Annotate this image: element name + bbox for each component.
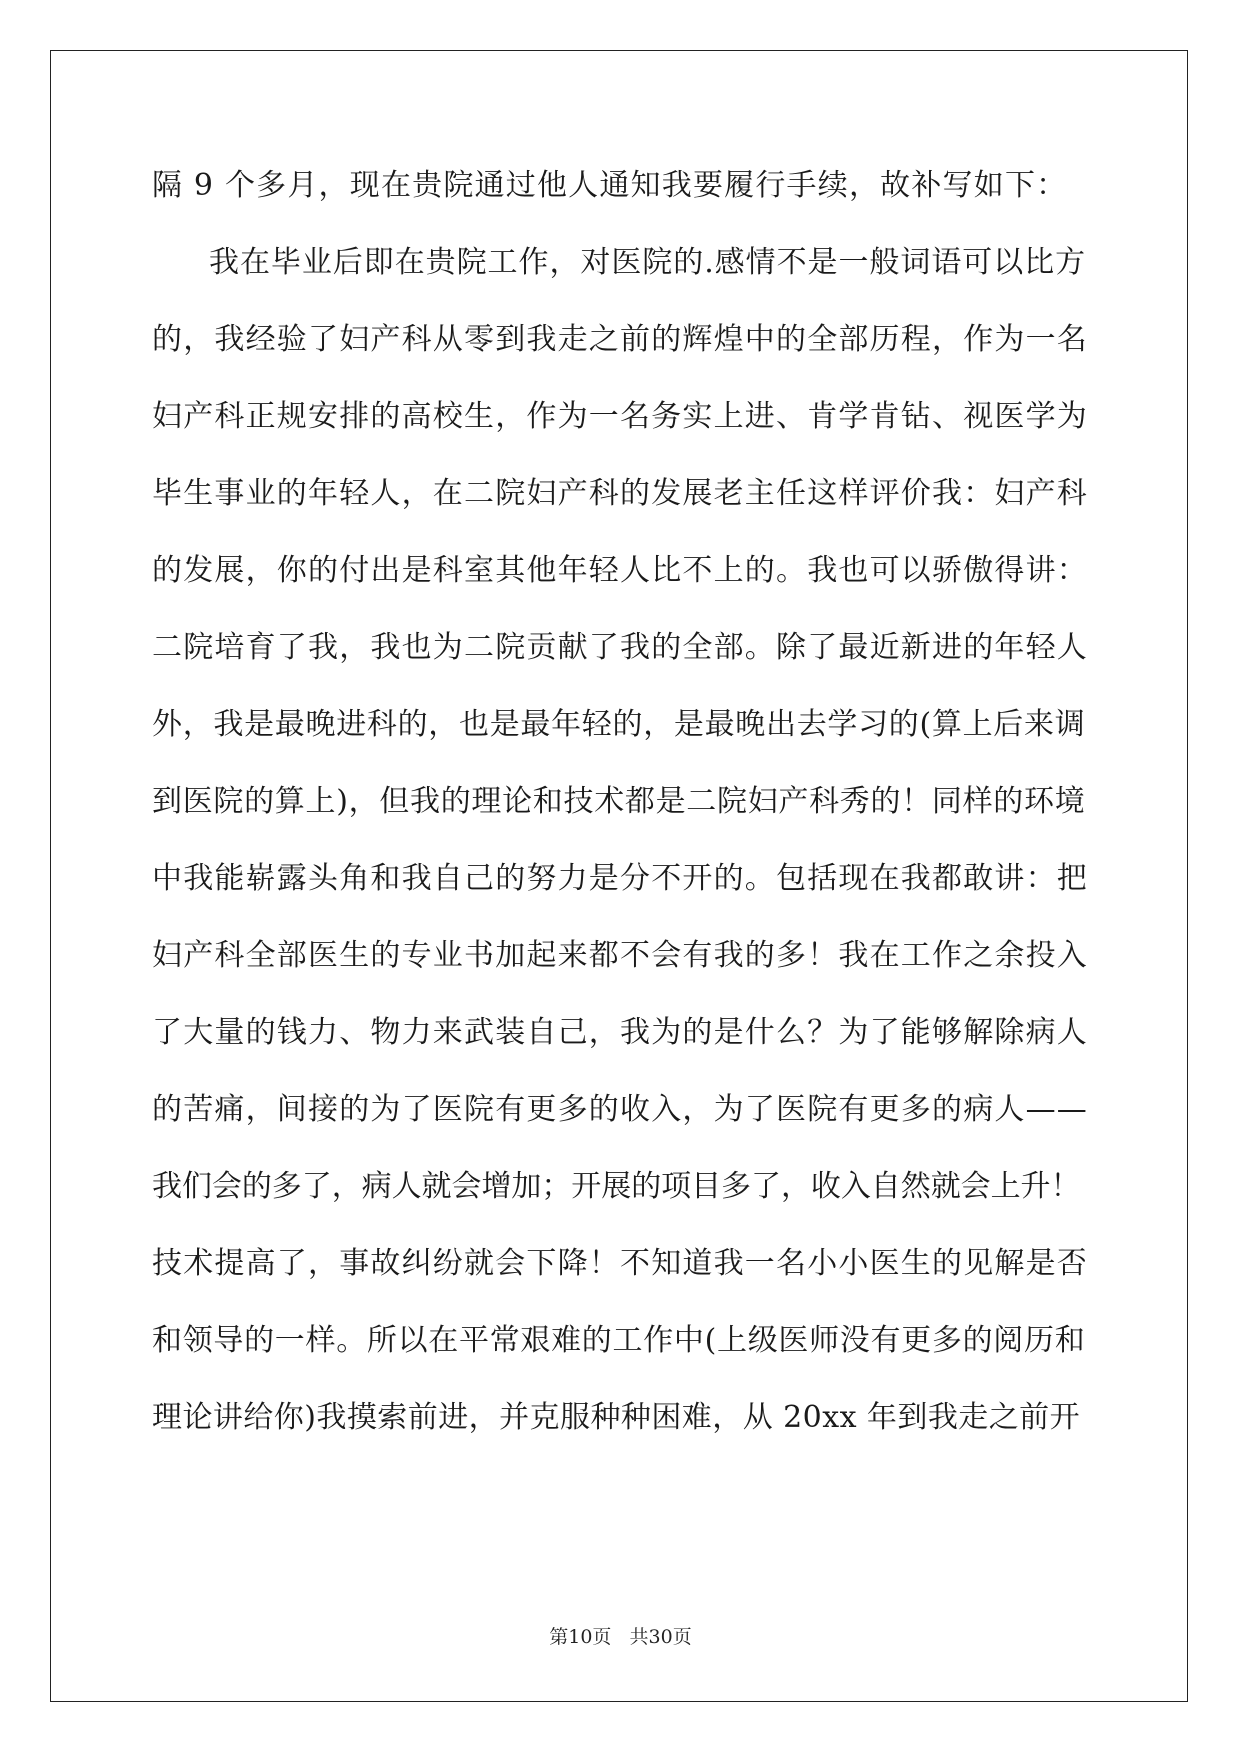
text-line-1: 隔 9 个多月，现在贵院通过他人通知我要履行手续，故补写如下： — [152, 168, 1068, 203]
text-line-4: 妇产科正规安排的高校生，作为一名务实上进、肯学肯钻、视医学为 — [152, 399, 1088, 434]
text-line-9: 到医院的算上)，但我的理论和技术都是二院妇产科秀的！同样的环境 — [152, 784, 1086, 819]
text-line-13: 的苦痛，间接的为了医院有更多的收入，为了医院有更多的病人—— — [152, 1092, 1088, 1127]
text-line-11: 妇产科全部医生的专业书加起来都不会有我的多！我在工作之余投入 — [152, 938, 1088, 973]
text-line-17: 理论讲给你)我摸索前进，并克服种种困难，从 20xx 年到我走之前开 — [152, 1400, 1081, 1435]
text-line-15: 技术提高了，事故纠纷就会下降！不知道我一名小小医生的见解是否 — [152, 1246, 1088, 1281]
text-line-5: 毕生事业的年轻人，在二院妇产科的发展老主任这样评价我：妇产科 — [152, 476, 1088, 511]
text-line-10: 中我能崭露头角和我自己的努力是分不开的。包括现在我都敢讲：把 — [152, 861, 1088, 896]
text-line-7: 二院培育了我，我也为二院贡献了我的全部。除了最近新进的年轻人 — [152, 630, 1088, 665]
text-line-12: 了大量的钱力、物力来武装自己，我为的是什么？为了能够解除病人 — [152, 1015, 1088, 1050]
text-line-16: 和领导的一样。所以在平常艰难的工作中(上级医师没有更多的阅历和 — [152, 1323, 1086, 1358]
text-line-6: 的发展，你的付出是科室其他年轻人比不上的。我也可以骄傲得讲： — [152, 553, 1088, 588]
text-line-8: 外，我是最晚进科的，也是最年轻的，是最晚出去学习的(算上后来调 — [152, 707, 1086, 742]
text-line-2: 我在毕业后即在贵院工作，对医院的.感情不是一般词语可以比方 — [209, 245, 1087, 280]
text-line-14: 我们会的多了，病人就会增加；开展的项目多了，收入自然就会上升！ — [152, 1169, 1081, 1204]
text-line-3: 的，我经验了妇产科从零到我走之前的辉煌中的全部历程，作为一名 — [152, 322, 1088, 357]
page-number-footer: 第10页 共30页 — [549, 1626, 692, 1648]
